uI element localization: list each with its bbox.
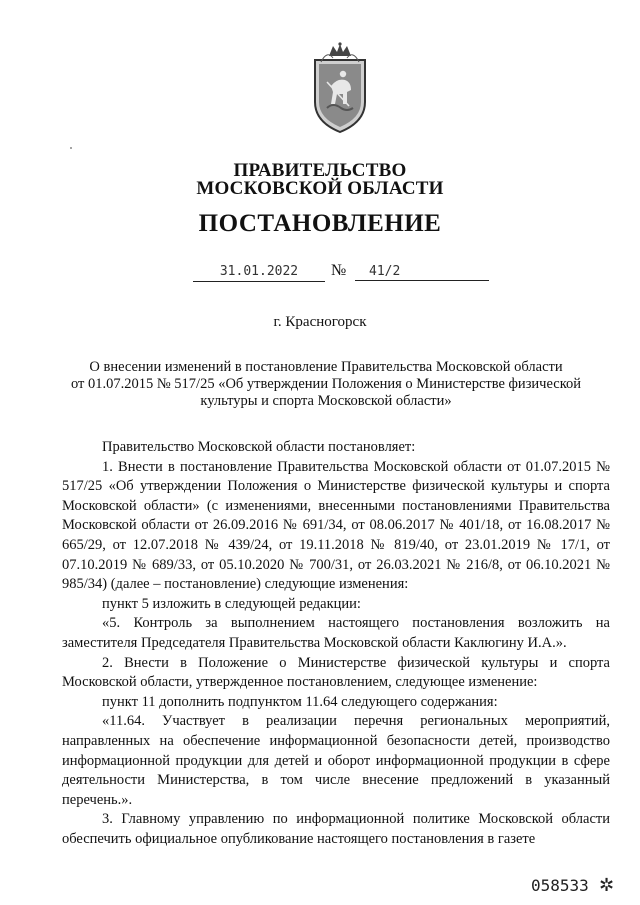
document-subject	[60, 359, 592, 410]
document-type-title: ПОСТАНОВЛЕНИЕ	[198, 210, 442, 237]
number-sign: №	[331, 262, 347, 279]
coat-of-arms-icon	[307, 42, 373, 134]
document-body	[62, 438, 610, 849]
government-name-line1: ПРАВИТЕЛЬСТВО	[233, 160, 407, 181]
body-paragraph: «5. Контроль за выполнением настоящего постановления возложить на заместителя Председателя Правительства Московской области Каклюгину И.А.».	[62, 615, 610, 651]
body-paragraph: пункт 11 дополнить подпунктом 11.64 следующего содержания:	[102, 693, 498, 710]
government-name-line2: МОСКОВСКОЙ ОБЛАСТИ	[196, 178, 444, 199]
subject-line: культуры и спорта Московской области»	[200, 393, 452, 409]
subject-line: О внесении изменений в постановление Правительства Московской области	[89, 359, 563, 375]
document-date: 31.01.2022	[193, 263, 325, 282]
serial-number: 058533	[531, 876, 589, 895]
subject-line: от 01.07.2015 № 517/25 «Об утверждении Положения о Министерстве физической	[70, 376, 582, 392]
body-paragraph: 1. Внести в постановление Правительства Московской области от 01.07.2015 № 517/25 «Об утверждении Положения о Министерстве физической культуры и спорта Московской области» (с изменениями, внесенными постановлениями Правительства Московской области от 26.09.2016 № 691/34, от 08.06.2017 № 401/18, от 16.08.2017 № 665/29, от 12.07.2018 № 439/24, от 19.11.2018 № 819/40, от 23.01.2019 № 17/1, от 07.10.2019 № 689/33, от 05.10.2020 № 700/31, от 26.03.2021 № 216/8, от 06.10.2021 № 985/34) (далее – постановление) следующие изменения:	[62, 458, 610, 593]
document-number: 41/2	[355, 263, 489, 281]
registration-line	[0, 263, 640, 287]
star-mark-icon: ✲	[599, 875, 615, 895]
body-paragraph: Правительство Московской области постановляет:	[102, 439, 416, 455]
body-paragraph: «11.64. Участвует в реализации перечня региональных мероприятий, направленных на обеспечение информационной безопасности детей, производство информационной продукции для детей и оборот информационной продукции в сфере деятельности Министерства, в том числе внесение предложений в указанный перечень.».	[62, 713, 610, 808]
body-paragraph: 3. Главному управлению по информационной политике Московской области обеспечить официальное опубликование настоящего постановления в газете	[62, 811, 610, 847]
body-paragraph: 2. Внести в Положение о Министерстве физической культуры и спорта Московской области, утвержденное постановлением, следующее изменение:	[62, 654, 610, 691]
scan-speck	[70, 147, 72, 149]
city-of-issue: г. Красногорск	[273, 314, 367, 330]
body-paragraph: пункт 5 изложить в следующей редакции:	[102, 595, 361, 612]
